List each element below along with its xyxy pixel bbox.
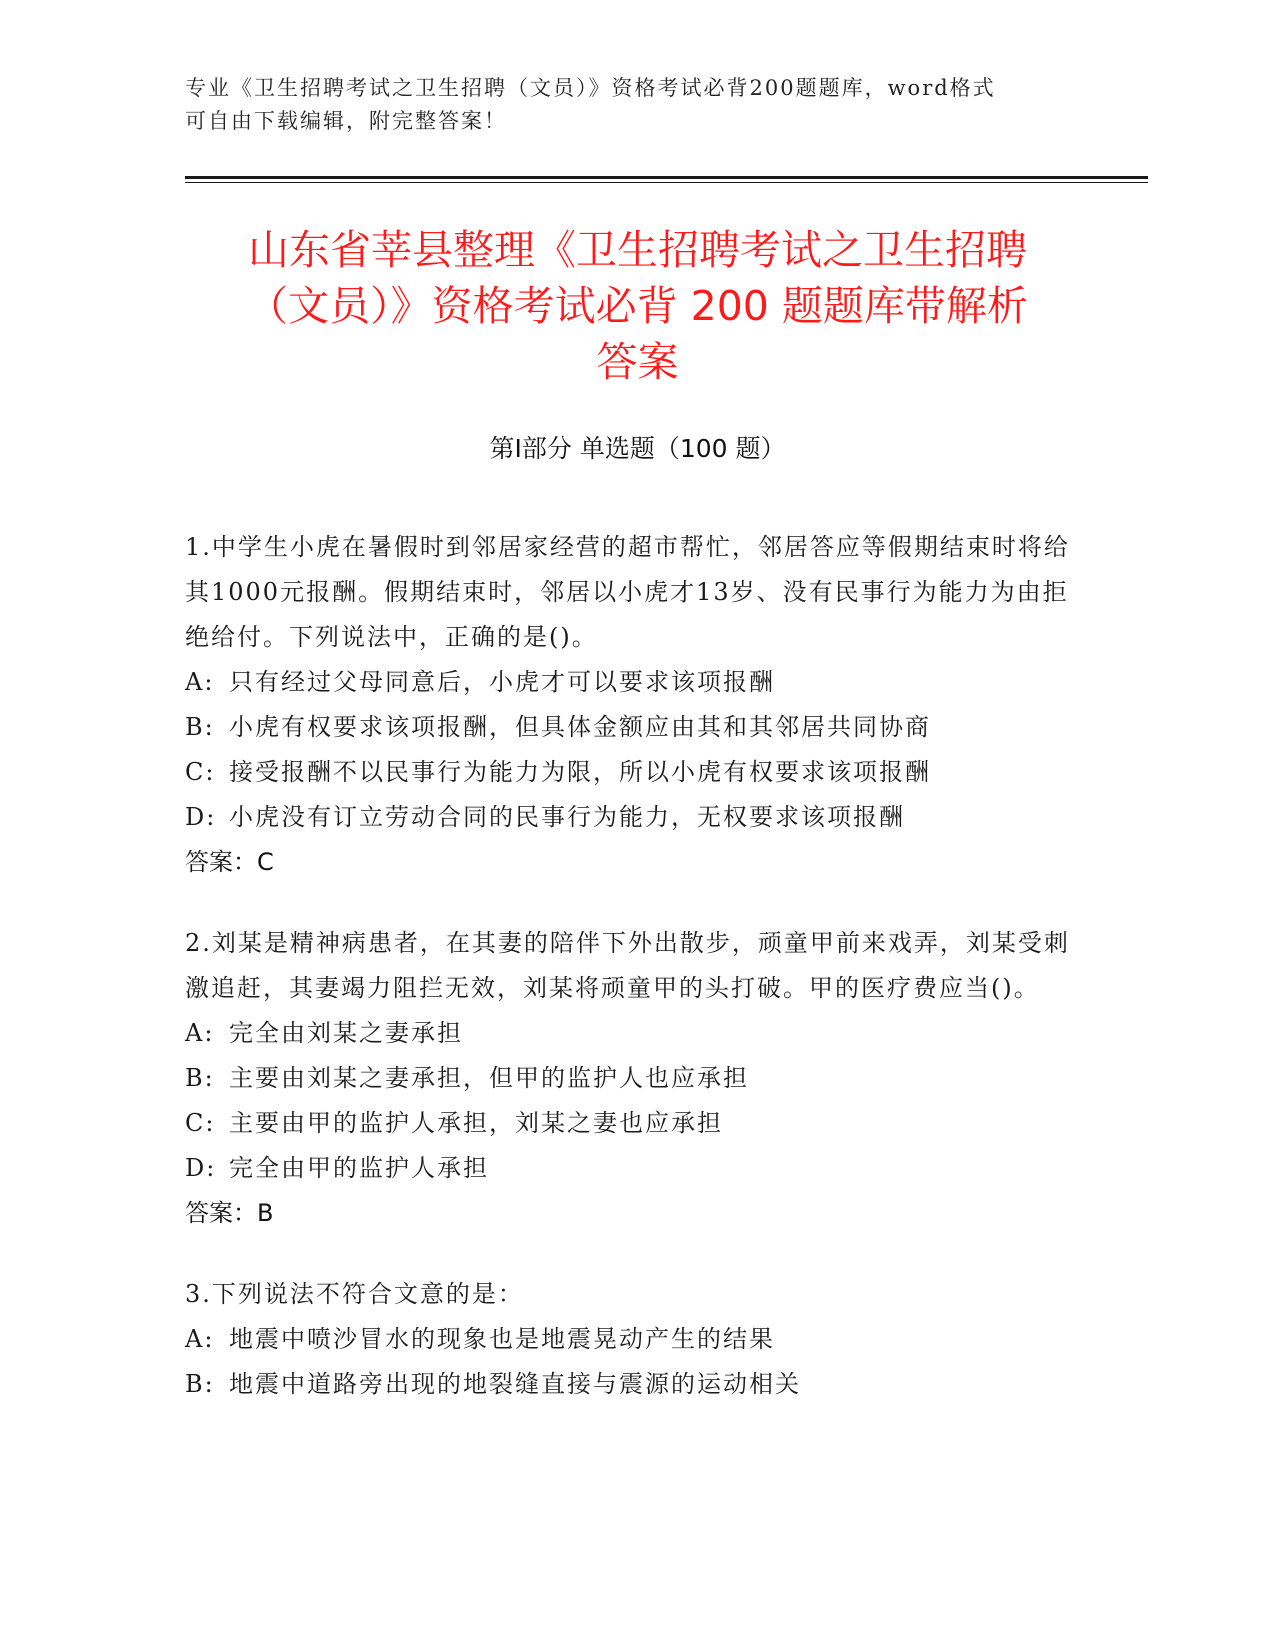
option-d [185,1146,1070,1191]
question-stem: 3.下列说法不符合文意的是： [185,1280,524,1308]
option-d [185,795,1070,840]
option-text: 地震中道路旁出现的地裂缝直接与震源的运动相关 [229,1370,801,1398]
option-text: 完全由刘某之妻承担 [229,1019,463,1047]
option-a [185,1317,1070,1362]
option-letter: A: [185,1325,215,1353]
section-heading: 第Ⅰ部分 单选题（100 题） [489,434,786,463]
option-text: 接受报酬不以民事行为能力为限，所以小虎有权要求该项报酬 [229,758,931,786]
option-text: 小虎没有订立劳动合同的民事行为能力，无权要求该项报酬 [229,803,905,831]
question-stem: 1.中学生小虎在暑假时到邻居家经营的超市帮忙，邻居答应等假期结束时将给其1000元报酬。假期结束时，邻居以小虎才13岁、没有民事行为能力为由拒绝给付。下列说法中，正确的是()。 [185,533,1070,651]
header-divider-thick [185,176,1148,179]
option-letter: A: [185,1019,215,1047]
option-text: 完全由甲的监护人承担 [229,1154,489,1182]
header-note-line-2: 可自由下载编辑，附完整答案！ [185,109,507,133]
question-1 [185,525,1070,885]
option-c [185,1101,1070,1146]
option-letter: C: [185,758,216,786]
option-c [185,750,1070,795]
question-2 [185,921,1070,1236]
option-letter: C: [185,1109,216,1137]
document-header-note [185,72,1065,138]
option-text: 主要由刘某之妻承担，但甲的监护人也应承担 [229,1064,749,1092]
option-b [185,1362,1070,1407]
option-letter: B: [185,1064,215,1092]
question-3 [185,1272,1070,1407]
document-title [185,222,1090,390]
answer-line: 答案：C [185,848,274,876]
header-divider-thin [185,182,1148,183]
question-list [185,525,1070,1443]
option-text: 主要由甲的监护人承担，刘某之妻也应承担 [229,1109,723,1137]
option-letter: D: [185,1154,217,1182]
option-letter: B: [185,713,215,741]
question-stem: 2.刘某是精神病患者，在其妻的陪伴下外出散步，顽童甲前来戏弄，刘某受刺激追赶，其妻竭力阻拦无效，刘某将顽童甲的头打破。甲的医疗费应当()。 [185,929,1070,1002]
option-a [185,660,1070,705]
answer-line: 答案：B [185,1199,274,1227]
option-text: 地震中喷沙冒水的现象也是地震晃动产生的结果 [229,1325,775,1353]
option-letter: A: [185,668,215,696]
header-note-line-1: 专业《卫生招聘考试之卫生招聘（文员）》资格考试必背200题题库，word格式 [185,76,996,100]
option-b [185,705,1070,750]
title-line-3: 答案 [596,338,679,386]
option-letter: B: [185,1370,215,1398]
option-b [185,1056,1070,1101]
option-text: 只有经过父母同意后，小虎才可以要求该项报酬 [229,668,775,696]
option-text: 小虎有权要求该项报酬，但具体金额应由其和其邻居共同协商 [229,713,931,741]
title-line-1: 山东省莘县整理《卫生招聘考试之卫生招聘 [248,226,1027,274]
option-letter: D: [185,803,217,831]
option-a [185,1011,1070,1056]
title-line-2: （文员）》资格考试必背 200 题题库带解析 [247,282,1028,330]
